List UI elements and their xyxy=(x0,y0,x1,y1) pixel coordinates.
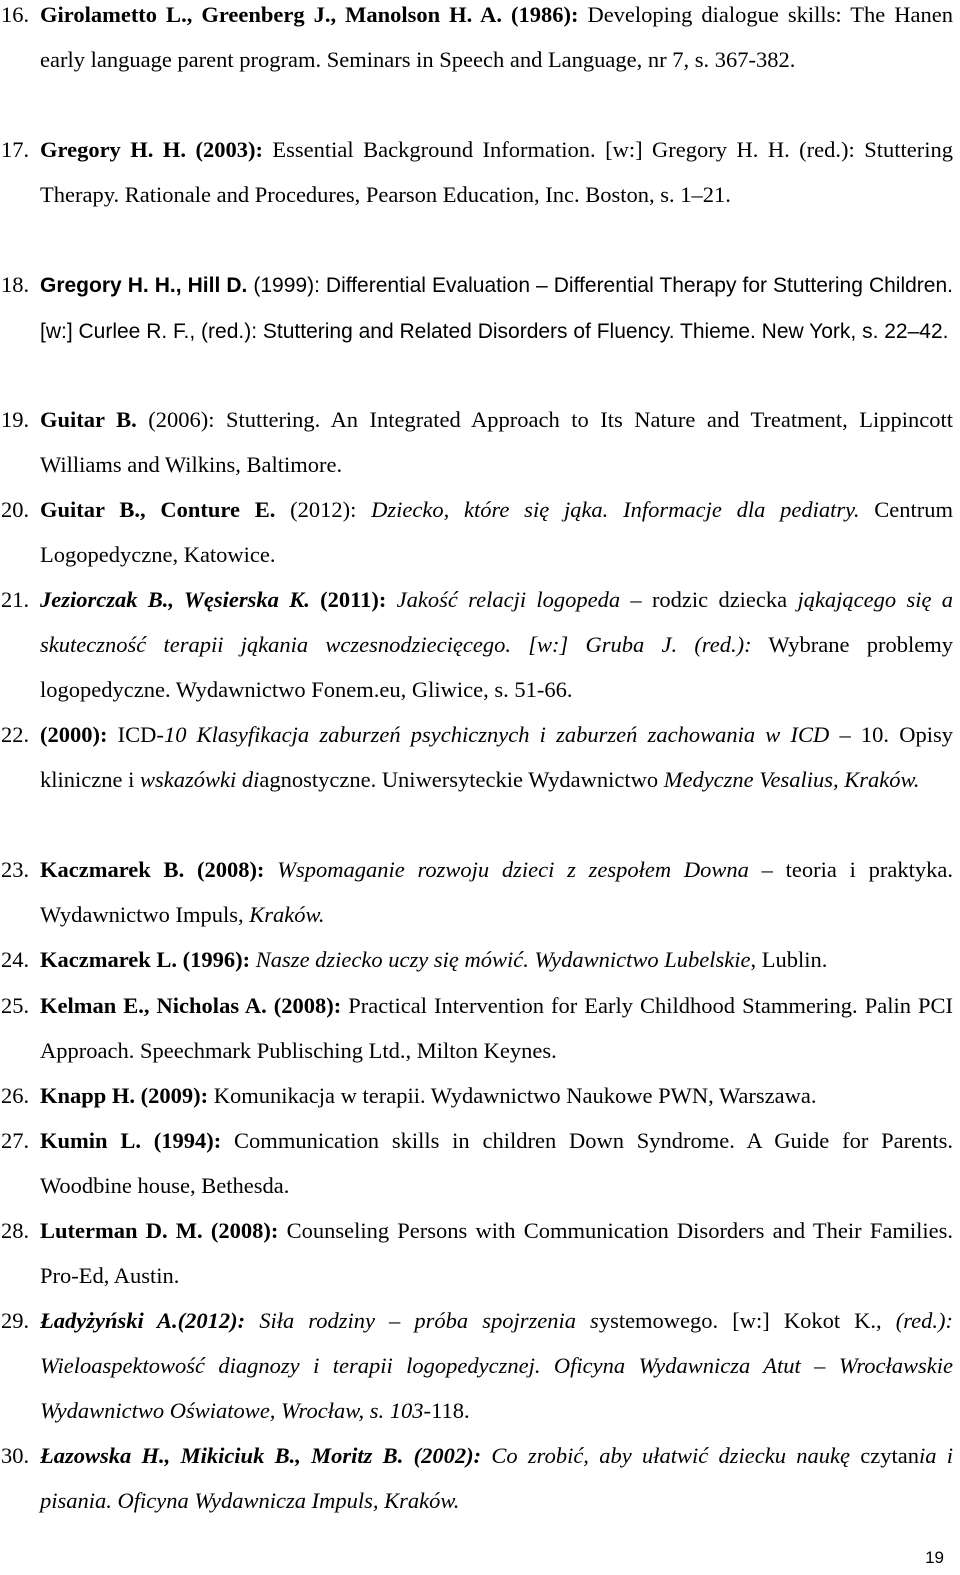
reference-entry xyxy=(0,397,953,487)
reference-segment: Łazowska H., Mikiciuk B., Moritz B. (2002): xyxy=(40,1443,482,1468)
page-number: 19 xyxy=(925,1548,944,1567)
reference-segment: – rodzic dziecka xyxy=(620,587,798,612)
reference-text xyxy=(40,577,953,713)
reference-segment: (2006): Stuttering. An Integrated Approach to Its Nature and Treatment, Lippincott Williams and Wilkins, Baltimore. xyxy=(40,407,953,478)
reference-entry xyxy=(0,1433,953,1523)
reference-segment: ystemowego. [w:] Kokot K., xyxy=(598,1308,896,1333)
reference-entry xyxy=(0,937,953,982)
reference-segment: Gregory H. H. (2003): xyxy=(40,137,263,162)
reference-text xyxy=(40,0,953,82)
reference-text xyxy=(40,983,953,1073)
reference-segment: ia i pisania. Oficyna Wydawnicza Impuls, Kraków. xyxy=(40,1443,953,1514)
reference-segment: Kumin L. (1994): xyxy=(40,1128,222,1153)
reference-segment: (2012): xyxy=(275,497,372,522)
reference-segment: Wybrane problemy logopedyczne. Wydawnictwo Fonem.eu, Gliwice, s. 51-66. xyxy=(40,632,953,703)
reference-segment: Co zrobić, aby ułatwić dziecku naukę xyxy=(481,1443,861,1468)
reference-text xyxy=(40,1073,953,1118)
reference-text xyxy=(40,1298,953,1434)
reference-segment: Kaczmarek L. (1996): xyxy=(40,947,251,972)
reference-segment: – teoria i praktyka. Wydawnictwo Impuls, xyxy=(40,857,954,928)
reference-number: 20. xyxy=(1,497,30,522)
reference-segment: Communication skills in children Down Syndrome. A Guide for Parents. Woodbine house, Bethesda. xyxy=(40,1128,953,1199)
reference-segment: Jeziorczak B., Węsierska K. xyxy=(40,587,310,612)
reference-segment: Gregory H. H., Hill D. xyxy=(40,274,248,297)
reference-segment: Luterman D. M. (2008): xyxy=(40,1218,279,1243)
reference-text xyxy=(40,712,953,802)
reference-number: 22. xyxy=(1,722,30,747)
reference-number: 16. xyxy=(1,2,30,27)
reference-entry xyxy=(0,0,953,82)
reference-entry xyxy=(0,127,953,217)
reference-entry xyxy=(0,1073,953,1118)
reference-text xyxy=(40,262,953,354)
reference-number: 24. xyxy=(1,947,30,972)
reference-segment: Kraków. xyxy=(249,902,325,928)
reference-segment: 10 Klasyfikacja zaburzeń psychicznych i zaburzeń zachowania w ICD xyxy=(163,722,830,747)
reference-segment: wskazówki di xyxy=(139,767,260,793)
reference-segment: Guitar B., Conture E. xyxy=(40,497,276,522)
reference-segment: , Lublin. xyxy=(750,947,828,972)
reference-entry xyxy=(0,847,953,937)
reference-segment: Knapp H. (2009): xyxy=(40,1083,209,1108)
reference-number: 25. xyxy=(1,993,30,1018)
reference-entry xyxy=(0,983,953,1073)
reference-entry xyxy=(0,487,953,577)
reference-entry xyxy=(0,1118,953,1208)
reference-segment: Kelman E., Nicholas A. (2008): xyxy=(40,993,342,1018)
reference-segment: jąkającego się a skuteczność terapii jąkania wczesnodziecięcego. [w:] Gruba J. (red.): xyxy=(40,587,953,658)
reference-text xyxy=(40,1433,953,1523)
reference-number: 17. xyxy=(1,137,30,162)
reference-text xyxy=(40,847,953,937)
reference-segment: Nasze dziecko uczy się mówić. Wydawnictwo Lubelskie xyxy=(250,947,751,972)
reference-segment: 118. xyxy=(431,1398,470,1424)
reference-segment: Ładyżyński A.(2012): xyxy=(40,1308,246,1333)
reference-number: 26. xyxy=(1,1083,30,1108)
reference-segment: Centrum Logopedyczne, Katowice. xyxy=(40,497,953,568)
reference-entry xyxy=(0,1208,953,1298)
reference-segment: (2000): xyxy=(40,722,108,747)
reference-entry xyxy=(0,1298,953,1434)
reference-segment: (1999): Differential Evaluation – Differential Therapy for Stuttering Children. [w:] Curlee R. F., (red.): Stuttering and Related Disorders of Fluency. Thieme. New York, s. 22–42. xyxy=(40,274,953,344)
reference-segment: – 10. Opisy kliniczne i xyxy=(40,722,953,793)
reference-segment: czytan xyxy=(860,1443,919,1468)
reference-number: 27. xyxy=(1,1128,30,1153)
reference-segment: Kaczmarek B. (2008): xyxy=(40,857,265,882)
reference-segment: Jakość relacji logopeda xyxy=(386,587,621,612)
reference-entry xyxy=(0,712,953,802)
reference-segment: Dziecko, które się jąka. Informacje dla pediatry. xyxy=(371,497,860,522)
reference-text xyxy=(40,1118,953,1208)
reference-segment: Girolametto L., Greenberg J., Manolson H. A. (1986): xyxy=(40,2,579,27)
reference-segment: Komunikacja w terapii. Wydawnictwo Naukowe PWN, Warszawa. xyxy=(208,1083,817,1108)
reference-text xyxy=(40,937,953,982)
reference-segment: agnostyczne. Uniwersyteckie Wydawnictwo xyxy=(259,767,664,793)
reference-text xyxy=(40,397,953,487)
reference-segment: Medyczne Vesalius, Kraków. xyxy=(663,767,920,793)
reference-segment: Guitar B. xyxy=(40,407,137,432)
reference-number: 29. xyxy=(1,1308,30,1333)
reference-text xyxy=(40,127,953,217)
reference-segment: Wspomaganie rozwoju dzieci z zespołem Downa xyxy=(264,857,749,882)
reference-number: 18. xyxy=(1,272,30,297)
reference-segment: Siła rodziny – próba spojrzenia s xyxy=(245,1308,599,1333)
reference-segment: (red.): Wieloaspektowość diagnozy i terapii logopedycznej. Oficyna Wydawnicza Atut – Wrocławskie Wydawnictwo Oświatowe, Wrocław, s. 103- xyxy=(40,1308,954,1424)
reference-number: 28. xyxy=(1,1218,30,1243)
reference-segment: Practical Intervention for Early Childhood Stammering. Palin PCI Approach. Speechmark Publisching Ltd., Milton Keynes. xyxy=(40,993,954,1064)
reference-number: 23. xyxy=(1,857,30,882)
reference-entry xyxy=(0,262,953,354)
reference-number: 21. xyxy=(1,587,30,612)
reference-segment: Essential Background Information. [w:] Gregory H. H. (red.): Stuttering Therapy. Rationale and Procedures, Pearson Education, Inc. Boston, s. 1–21. xyxy=(40,137,953,208)
reference-text xyxy=(40,1208,953,1298)
reference-segment: Counseling Persons with Communication Disorders and Their Families. Pro-Ed, Austin. xyxy=(40,1218,953,1289)
reference-entry xyxy=(0,577,953,713)
reference-text xyxy=(40,487,953,577)
reference-segment: ICD- xyxy=(107,722,164,747)
reference-segment: (2011): xyxy=(309,587,387,612)
reference-number: 30. xyxy=(1,1443,30,1468)
reference-segment: Developing dialogue skills: The Hanen early language parent program. Seminars in Speech and Language, nr 7, s. 367-382. xyxy=(40,2,953,73)
reference-number: 19. xyxy=(1,407,30,432)
